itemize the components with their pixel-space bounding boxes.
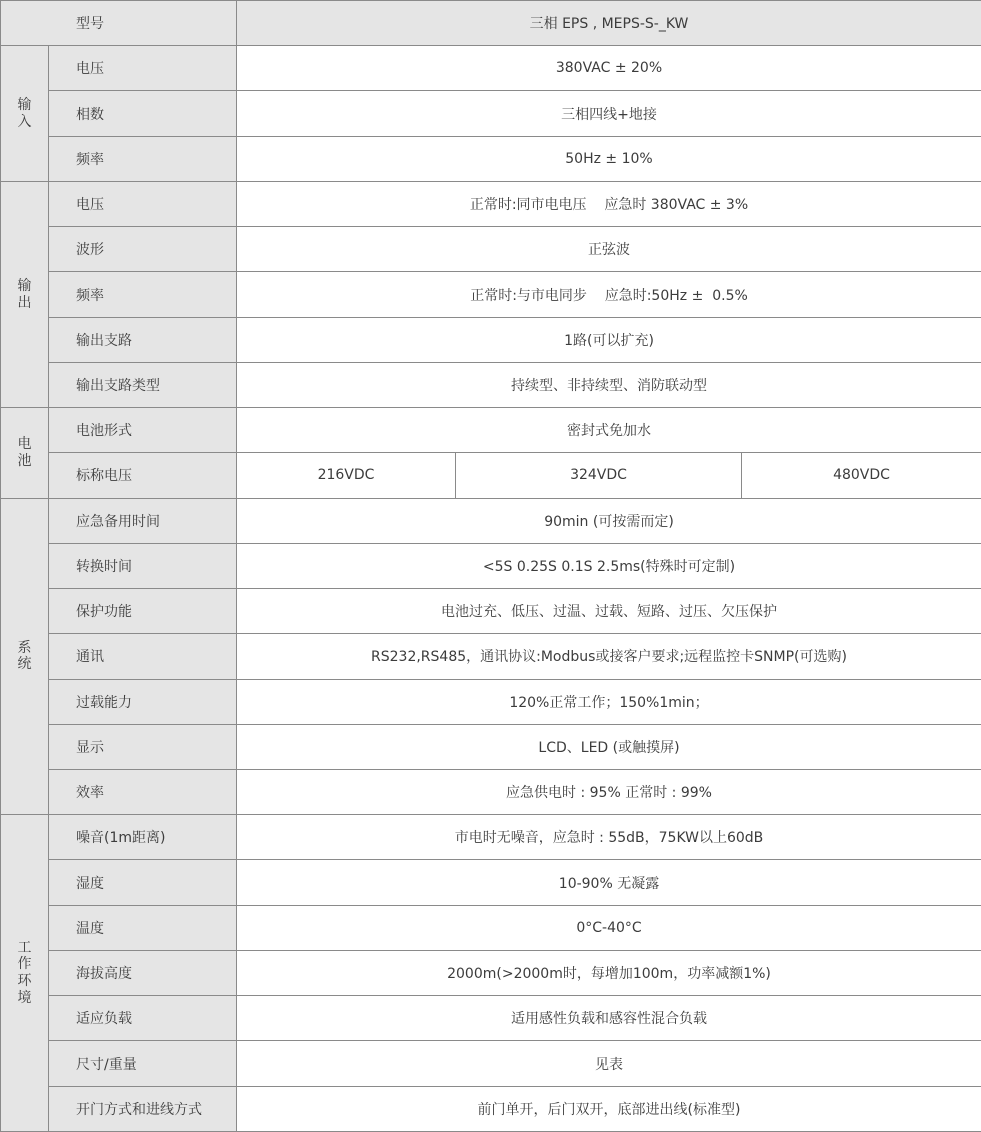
table-row	[1, 317, 981, 362]
row-label: 效率	[49, 769, 237, 814]
row-label: 转换时间	[49, 543, 237, 588]
table-row	[1, 996, 981, 1041]
row-label: 输出支路类型	[49, 362, 237, 407]
row-label: 应急备用时间	[49, 498, 237, 543]
table-row	[1, 136, 981, 181]
row-value: 市电时无噪音，应急时 : 55dB，75KW以上60dB	[237, 815, 981, 860]
row-label: 标称电压	[49, 453, 237, 498]
table-row	[1, 950, 981, 995]
row-value: 2000m(>2000m时，每增加100m，功率减额1%)	[237, 950, 981, 995]
group-output-label: 输出	[17, 277, 32, 311]
table-row	[1, 905, 981, 950]
row-value: 正弦波	[237, 227, 981, 272]
model-label: 型号	[1, 1, 237, 46]
row-value: 1路(可以扩充)	[237, 317, 981, 362]
table-row	[1, 1086, 981, 1131]
row-value: 380VAC ± 20%	[237, 46, 981, 91]
table-row	[1, 227, 981, 272]
row-label: 频率	[49, 136, 237, 181]
row-label: 波形	[49, 227, 237, 272]
group-environment-label: 工作环境	[17, 939, 32, 1006]
row-label: 适应负载	[49, 996, 237, 1041]
group-environment	[1, 815, 49, 1132]
table-row	[1, 272, 981, 317]
group-output	[1, 181, 49, 407]
row-value: 密封式免加水	[237, 408, 981, 453]
row-value: 120%正常工作；150%1min；	[237, 679, 981, 724]
table-row	[1, 724, 981, 769]
table-row	[1, 46, 981, 91]
row-label: 噪音(1m距离)	[49, 815, 237, 860]
row-value: 持续型、非持续型、消防联动型	[237, 362, 981, 407]
row-value: 适用感性负载和感容性混合负载	[237, 996, 981, 1041]
group-system-label: 系统	[17, 639, 32, 673]
voltage-value-216: 216VDC	[237, 453, 456, 498]
row-value: RS232,RS485，通讯协议:Modbus或接客户要求;远程监控卡SNMP(可选购)	[237, 634, 981, 679]
voltage-value-480: 480VDC	[742, 453, 981, 498]
row-value: 见表	[237, 1041, 981, 1086]
table-row	[1, 769, 981, 814]
row-label: 温度	[49, 905, 237, 950]
row-value: 正常时:与市电同步 应急时:50Hz ± 0.5%	[237, 272, 981, 317]
row-value: LCD、LED (或触摸屏)	[237, 724, 981, 769]
table-row	[1, 589, 981, 634]
group-battery-label: 电池	[17, 436, 32, 469]
row-value: 前门单开，后门双开，底部进出线(标准型)	[237, 1086, 981, 1131]
row-label: 湿度	[49, 860, 237, 905]
table-row	[1, 91, 981, 136]
row-label: 电池形式	[49, 408, 237, 453]
row-label: 尺寸/重量	[49, 1041, 237, 1086]
row-label: 电压	[49, 46, 237, 91]
group-input-label: 输入	[17, 96, 32, 130]
voltage-value-324: 324VDC	[456, 453, 742, 498]
row-label: 相数	[49, 91, 237, 136]
row-value: 50Hz ± 10%	[237, 136, 981, 181]
row-value: <5S 0.25S 0.1S 2.5ms(特殊时可定制)	[237, 543, 981, 588]
row-label: 显示	[49, 724, 237, 769]
row-label: 输出支路	[49, 317, 237, 362]
row-label: 频率	[49, 272, 237, 317]
table-row	[1, 860, 981, 905]
row-value: 应急供电时 : 95% 正常时 : 99%	[237, 769, 981, 814]
table-row	[1, 634, 981, 679]
row-value: 正常时:同市电电压 应急时 380VAC ± 3%	[237, 181, 981, 226]
table-row	[1, 362, 981, 407]
row-label: 保护功能	[49, 589, 237, 634]
row-value: 90min (可按需而定)	[237, 498, 981, 543]
table-row	[1, 1041, 981, 1086]
table-row	[1, 815, 981, 860]
row-value: 10-90% 无凝露	[237, 860, 981, 905]
row-value: 电池过充、低压、过温、过载、短路、过压、欠压保护	[237, 589, 981, 634]
row-value: 三相四线+地接	[237, 91, 981, 136]
row-label: 电压	[49, 181, 237, 226]
group-system	[1, 498, 49, 815]
row-value: 0°C-40°C	[237, 905, 981, 950]
row-label: 过载能力	[49, 679, 237, 724]
table-row	[1, 453, 981, 498]
row-label: 海拔高度	[49, 950, 237, 995]
group-battery	[1, 408, 49, 498]
model-value: 三相 EPS , MEPS-S-_KW	[237, 1, 981, 46]
row-label: 开门方式和进线方式	[49, 1086, 237, 1131]
table-row	[1, 679, 981, 724]
table-row	[1, 408, 981, 453]
row-label: 通讯	[49, 634, 237, 679]
table-row	[1, 543, 981, 588]
group-input	[1, 46, 49, 182]
table-row	[1, 181, 981, 226]
table-row	[1, 498, 981, 543]
model-row	[1, 1, 981, 46]
